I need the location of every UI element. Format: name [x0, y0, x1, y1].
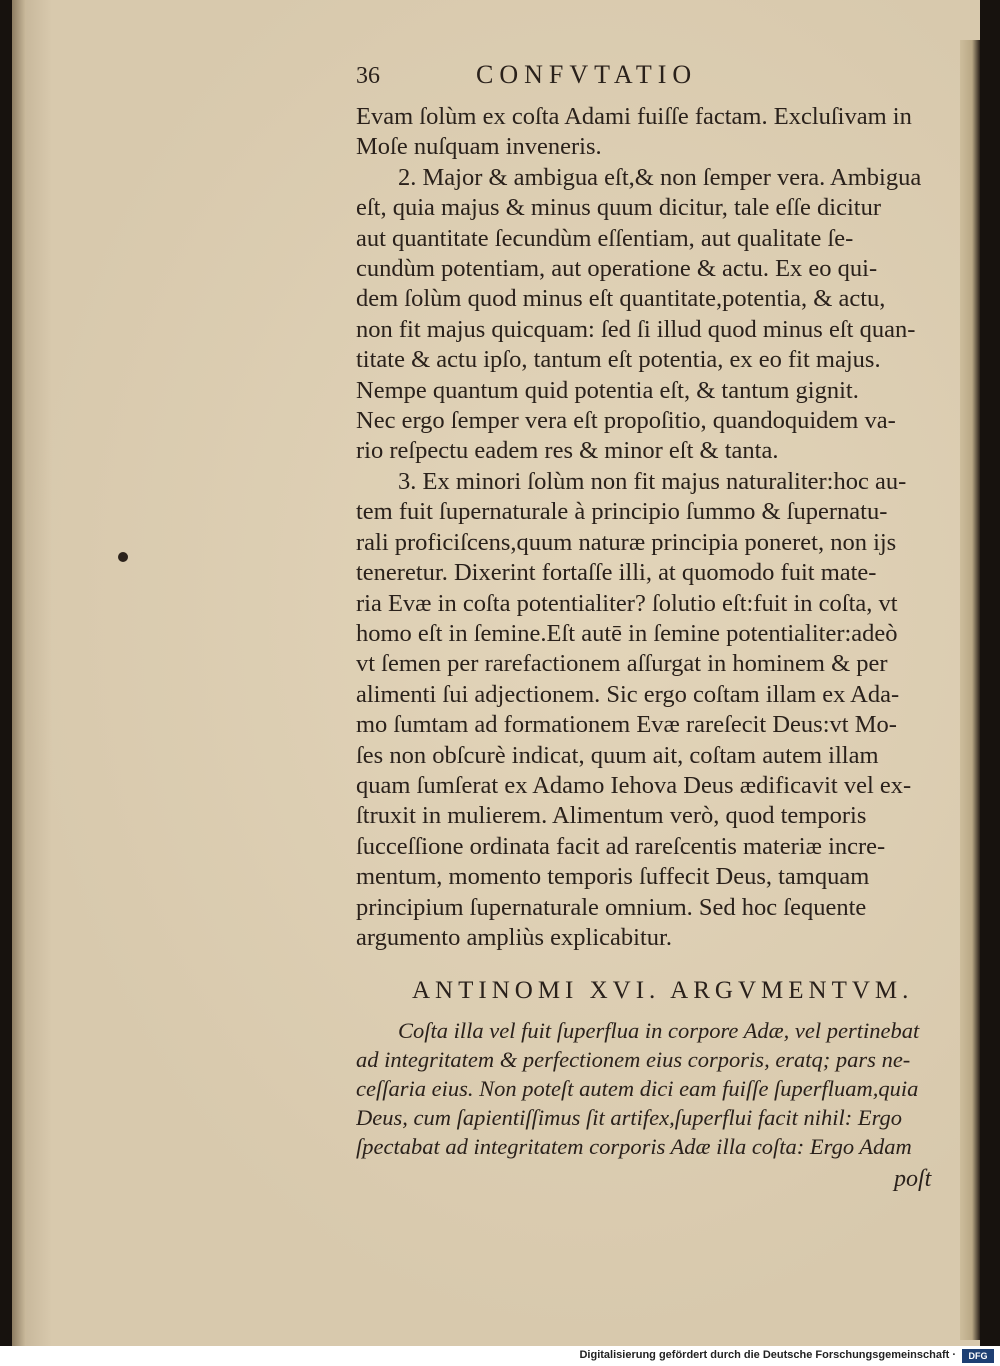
argument-line: ſpectabat ad integritatem corporis Adæ illa coſta: Ergo Adam — [356, 1133, 912, 1159]
body-line: ſucceſſione ordinata facit ad rareſcentis materiæ incre- — [356, 832, 886, 860]
body-line: argumento ampliùs explicabitur. — [356, 923, 672, 951]
body-line: mentum, momento temporis ſuffecit Deus, tamquam — [356, 863, 870, 891]
body-line: cundùm potentiam, aut operatione & actu. Ex eo qui- — [356, 255, 878, 283]
body-line: ria Evæ in coſta potentialiter? ſolutio eſt:fuit in coſta, vt — [356, 589, 898, 617]
body-line: homo eſt in ſemine.Eſt autē in ſemine potentialiter:adeò — [356, 619, 898, 647]
body-line: non fit majus quicquam: ſed ſi illud quod minus eſt quan- — [356, 315, 916, 343]
body-line: 3. Ex minori ſolùm non fit majus naturaliter:hoc au- — [398, 467, 907, 495]
footer-bar — [0, 1346, 1000, 1366]
funding-credit: Digitalisierung gefördert durch die Deutsche Forschungsgemeinschaft · — [579, 1349, 956, 1361]
running-title: CONFVTATIO — [476, 60, 698, 89]
page-number: 36 — [356, 63, 380, 89]
body-line: aut quantitate ſecundùm eſſentiam, aut qualitate ſe- — [356, 224, 854, 252]
body-text — [356, 102, 964, 953]
body-line: vt ſemen per rarefactionem aſſurgat in hominem & per — [356, 650, 888, 678]
body-line: ſtruxit in mulierem. Alimentum verò, quod temporis — [356, 802, 867, 830]
body-line: Nempe quantum quid potentia eſt, & tantum gignit. — [356, 376, 859, 404]
argument-text — [356, 1017, 964, 1161]
body-line: principium ſupernaturale omnium. Sed hoc ſequente — [356, 893, 867, 921]
ink-spot — [118, 552, 128, 562]
body-line: alimenti ſui adjectionem. Sic ergo coſtam illam ex Ada- — [356, 680, 900, 708]
catchword: poſt — [894, 1166, 932, 1192]
body-line: 2. Major & ambigua eſt,& non ſemper vera. Ambigua — [398, 163, 922, 191]
argument-line: ad integritatem & perfectionem eius corporis, eratq; pars ne- — [356, 1047, 911, 1073]
body-line: Evam ſolùm ex coſta Adami fuiſſe factam. Excluſivam in — [356, 103, 912, 130]
argument-line: Coſta illa vel fuit ſuperflua in corpore Adæ, vel pertinebat — [398, 1018, 920, 1044]
body-line: rio reſpectu eadem res & minor eſt & tanta. — [356, 437, 779, 465]
body-line: quam ſumſerat ex Adamo Iehova Deus ædificavit vel ex- — [356, 771, 912, 799]
running-head — [356, 60, 964, 102]
body-line: Nec ergo ſemper vera eſt propoſitio, quandoquidem va- — [356, 407, 896, 435]
body-line: tem fuit ſupernaturale à principio ſummo & ſupernatu- — [356, 498, 888, 526]
body-line: teneretur. Dixerint fortaſſe illi, at quomodo fuit mate- — [356, 559, 877, 587]
body-line: eſt, quia majus & minus quum dicitur, tale eſſe dicitur — [356, 194, 881, 222]
body-line: titate & actu ipſo, tantum eſt potentia, ex eo fit majus. — [356, 346, 881, 374]
page-gutter-shadow — [12, 0, 26, 1346]
body-line: ſes non obſcurè indicat, quum ait, coſtam autem illam — [356, 741, 879, 769]
body-line: dem ſolùm quod minus eſt quantitate,potentia, & actu, — [356, 285, 886, 313]
body-line: mo ſumtam ad formationem Evæ rareſecit Deus:vt Mo- — [356, 711, 897, 739]
body-line: rali proficiſcens,quum naturæ principia poneret, non ijs — [356, 528, 897, 556]
body-line: Moſe nuſquam inveneris. — [356, 133, 602, 161]
dfg-logo-icon: DFG — [962, 1349, 994, 1363]
section-heading: ANTINOMI XVI. ARGVMENTVM. — [412, 977, 914, 1005]
text-block — [356, 60, 964, 1161]
argument-line: Deus, cum ſapientiſſimus ſit artifex,ſuperflui facit nihil: Ergo — [356, 1104, 902, 1130]
argument-line: ceſſaria eius. Non poteſt autem dici eam fuiſſe ſuperfluam,quia — [356, 1075, 919, 1101]
